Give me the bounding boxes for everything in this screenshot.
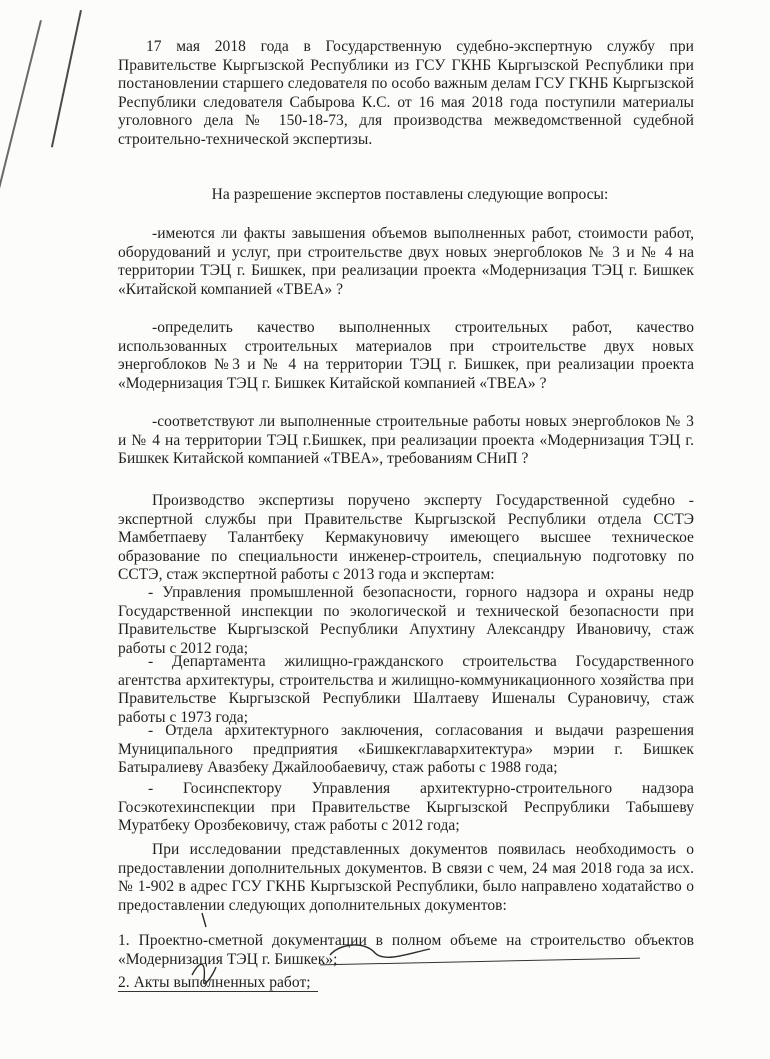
handwritten-underline	[118, 991, 318, 992]
expert-2-paragraph: - Департамента жилищно-гражданского строительства Государственного агентства архитектуры, строительства и жилищно-коммуникационного хозяйства при Правительстве Кыргызской Республики Шалтаеву Ишеналы Сурановичу, стаж работы с 1973 года;	[118, 653, 694, 726]
scan-artifact-line	[51, 10, 82, 147]
handwritten-strike-mark	[180, 905, 440, 995]
request-item-2: 2. Акты выполненных работ;	[118, 974, 311, 991]
intro-paragraph: 17 мая 2018 года в Государственную судебно-экспертную службу при Правительстве Кыргызской Республики из ГСУ ГКНБ Кыргызской Республики при постановлении старшего следователя по особо важным делам ГСУ ГКНБ Кыргызской Республики следователя Сабырова К.С. от 16 мая 2018 года поступили материалы уголовного дела № 150-18-73, для производства межведомственной судебной строительно-технической экспертизы.	[118, 38, 694, 148]
request-item-1: 1. Проектно-сметной документации в полном объеме на строительство объектов «Модернизация ТЭЦ г. Бишкек»;	[118, 932, 694, 968]
question-1: -имеются ли факты завышения объемов выполненных работ, стоимости работ, оборудований и услуг, при строительстве двух новых энергоблоков № 3 и № 4 на территории ТЭЦ г. Бишкек, при реализации проекта «Модернизация ТЭЦ г. Бишкек «Китайской компанией «ТВЕА» ?	[118, 225, 694, 298]
question-3: -соответствуют ли выполненные строительные работы новых энергоблоков № 3 и № 4 на территории ТЭЦ г.Бишкек, при реализации проекта «Модернизация ТЭЦ г. Бишкек Китайской компанией «ТВЕА», требованиям СНиП ?	[118, 413, 694, 467]
scan-artifact-line	[0, 20, 42, 215]
expert-3-paragraph: - Отдела архитектурного заключения, согласования и выдачи разрешения Муниципального предприятия «Бишкекглавархитектура» мэрии г. Бишкек Батыралиеву Авазбеку Джайлообаевичу, стаж работы с 1988 года;	[118, 722, 694, 776]
questions-heading: На разрешение экспертов поставлены следующие вопросы:	[211, 186, 609, 203]
expert-1-paragraph: - Управления промышленной безопасности, горного надзора и охраны недр Государственной инспекции по экологической и технической безопасности при Правительстве Кыргызской Республики Апухтину Александру Ивановичу, стаж работы с 2012 года;	[118, 584, 694, 657]
expert-4-paragraph: - Госинспектору Управления архитектурно-строительного надзора Госэкотехинспекции при Правительстве Кыргызской Респрублики Табышеву Муратбеку Орозбековичу, стаж работы с 2012 года;	[118, 780, 694, 834]
experts-intro-paragraph: Производство экспертизы поручено эксперту Государственной судебно - экспертной службы при Правительстве Кыргызской Республики отдела ССТЭ Мамбетпаеву Талантбеку Кермакуновичу имеющего высшее техническое образование по специальности инженер-строитель, специальную подготовку по ССТЭ, стаж экспертной работы с 2013 года и экспертам:	[118, 492, 694, 583]
question-2: -определить качество выполненных строительных работ, качество использованных строительных материалов при строительстве двух новых энергоблоков №3 и № 4 на территории ТЭЦ г. Бишкек, при реализации проекта «Модернизация ТЭЦ г. Бишкек Китайской компанией «ТВЕА» ?	[118, 319, 694, 392]
additional-documents-paragraph: При исследовании представленных документов появилась необходимость о предоставлении дополнительных документов. В связи с чем, 24 мая 2018 года за исх. № 1-902 в адрес ГСУ ГКНБ Кыргызской Республики, было направлено ходатайство о предоставлении следующих дополнительных документов:	[118, 841, 694, 914]
